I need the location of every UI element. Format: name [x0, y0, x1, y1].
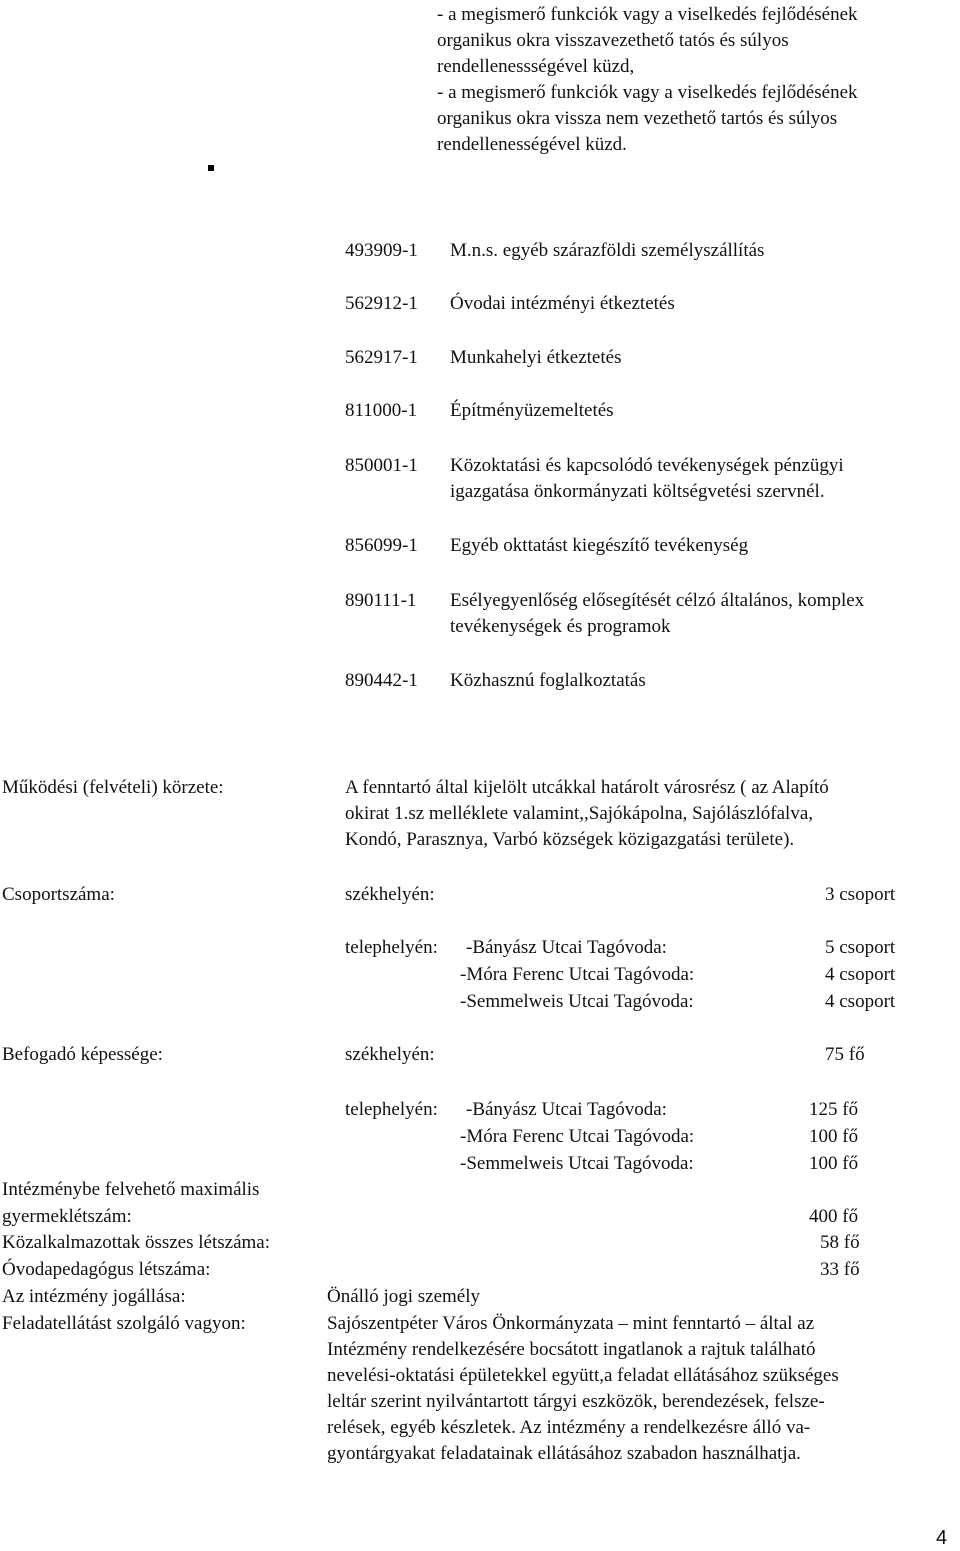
groups-site-name: -Bányász Utcai Tagóvoda: [466, 937, 667, 958]
text-line: Kondó, Parasznya, Varbó községek közigazgatási területe). [345, 829, 795, 850]
capacity-seat-label: székhelyén: [345, 1044, 435, 1065]
groups-site-value: 5 csoport [825, 937, 896, 958]
text-line: rendellenességével küzd. [437, 134, 627, 155]
staff-total-value: 58 fő [820, 1232, 860, 1253]
activity-code: 562912-1 [345, 293, 418, 314]
activity-code: 890442-1 [345, 670, 418, 691]
teachers-label: Óvodapedagógus létszáma: [2, 1259, 211, 1280]
activity-description: Közhasznú foglalkoztatás [450, 670, 646, 691]
capacity-seat-value: 75 fő [825, 1044, 865, 1065]
groups-site-name: -Móra Ferenc Utcai Tagóvoda: [460, 964, 695, 985]
bullet-icon [208, 165, 214, 171]
activity-code: 811000-1 [345, 400, 418, 421]
capacity-site-value: 100 fő [809, 1126, 859, 1147]
activity-description: tevékenységek és programok [450, 616, 671, 637]
teachers-value: 33 fő [820, 1259, 860, 1280]
text-line: - a megismerő funkciók vagy a viselkedés fejlődésének [437, 82, 858, 103]
staff-total-label: Közalkalmazottak összes létszáma: [2, 1232, 271, 1253]
assets-label: Feladatellátást szolgáló vagyon: [2, 1313, 246, 1334]
activity-description: M.n.s. egyéb szárazföldi személyszállítás [450, 240, 765, 261]
activity-code: 493909-1 [345, 240, 418, 261]
groups-seat-label: székhelyén: [345, 884, 435, 905]
groups-seat-value: 3 csoport [825, 884, 896, 905]
max-children-value: 400 fő [809, 1206, 859, 1227]
capacity-site-label: telephelyén: [345, 1099, 438, 1120]
legal-status-value: Önálló jogi személy [327, 1286, 481, 1307]
text-line: Sajószentpéter Város Önkormányzata – mint fenntartó – által az [327, 1313, 815, 1334]
text-line: organikus okra visszavezethető tatós és súlyos [437, 30, 789, 51]
max-children-label: Intézménybe felvehető maximális [2, 1179, 260, 1200]
groups-site-name: -Semmelweis Utcai Tagóvoda: [460, 991, 694, 1012]
capacity-site-name: -Móra Ferenc Utcai Tagóvoda: [460, 1126, 695, 1147]
capacity-site-name: -Bányász Utcai Tagóvoda: [466, 1099, 667, 1120]
district-label: Működési (felvételi) körzete: [2, 777, 224, 798]
activity-code: 890111-1 [345, 590, 417, 611]
legal-status-label: Az intézmény jogállása: [2, 1286, 186, 1307]
text-line: A fenntartó által kijelölt utcákkal határolt városrész ( az Alapító [345, 777, 829, 798]
activity-description: Közoktatási és kapcsolódó tevékenységek pénzügyi [450, 455, 844, 476]
top-text-block [437, 2, 858, 158]
capacity-site-value: 125 fő [809, 1099, 859, 1120]
activity-code: 856099-1 [345, 535, 418, 556]
groups-site-value: 4 csoport [825, 964, 896, 985]
text-line: organikus okra vissza nem vezethető tartós és súlyos [437, 108, 838, 129]
capacity-site-value: 100 fő [809, 1153, 859, 1174]
max-children-label: gyermeklétszám: [2, 1206, 132, 1227]
text-line: gyontárgyakat feladatainak ellátásához szabadon használhatja. [327, 1443, 801, 1464]
activity-description: Munkahelyi étkeztetés [450, 347, 622, 368]
text-line: relések, egyéb készletek. Az intézmény a rendelkezésre álló va- [327, 1417, 811, 1438]
groups-site-value: 4 csoport [825, 991, 896, 1012]
activity-code: 562917-1 [345, 347, 418, 368]
text-line: rendellenessségével küzd, [437, 56, 635, 77]
groups-site-label: telephelyén: [345, 937, 438, 958]
text-line: Intézmény rendelkezésére bocsátott ingatlanok a rajtuk található [327, 1339, 816, 1360]
district-text [345, 775, 829, 853]
capacity-label: Befogadó képessége: [2, 1044, 163, 1065]
text-line: nevelési-oktatási épületekkel együtt,a feladat ellátásához szükséges [327, 1365, 839, 1386]
text-line: okirat 1.sz melléklete valamint,,Sajókápolna, Sajólászlófalva, [345, 803, 813, 824]
activity-description: Esélyegyenlőség elősegítését célzó általános, komplex [450, 590, 865, 611]
activity-description: Óvodai intézményi étkeztetés [450, 293, 675, 314]
activity-code: 850001-1 [345, 455, 418, 476]
activity-description: Építményüzemeltetés [450, 400, 614, 421]
text-line: - a megismerő funkciók vagy a viselkedés fejlődésének [437, 4, 858, 25]
activity-description: Egyéb okttatást kiegészítő tevékenység [450, 535, 749, 556]
assets-text [327, 1311, 839, 1467]
text-line: leltár szerint nyilvántartott tárgyi eszközök, berendezések, felsze- [327, 1391, 825, 1412]
groups-label: Csoportszáma: [2, 884, 115, 905]
page-number: 4 [936, 1527, 948, 1549]
capacity-site-name: -Semmelweis Utcai Tagóvoda: [460, 1153, 694, 1174]
activity-description: igazgatása önkormányzati költségvetési szervnél. [450, 481, 825, 502]
